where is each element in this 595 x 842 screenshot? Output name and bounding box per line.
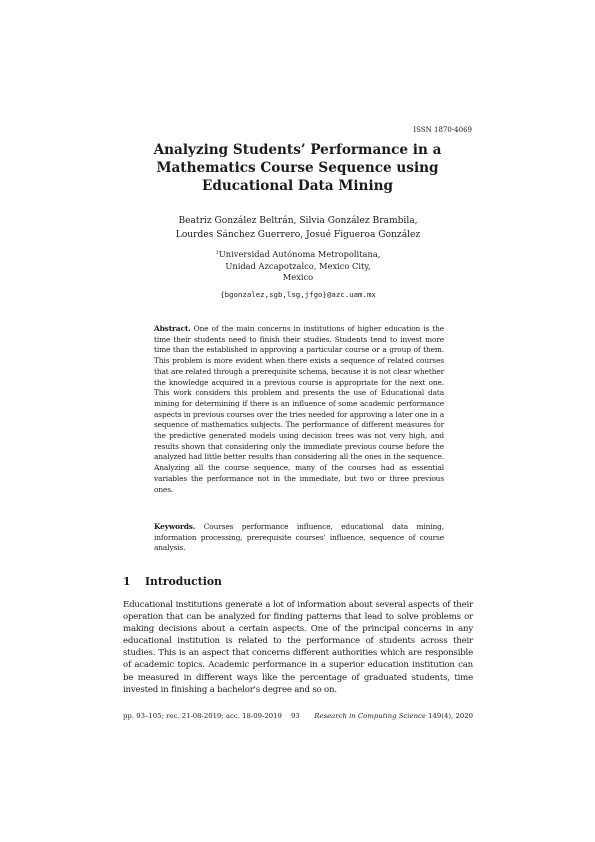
journal-name: Research in Computing Science — [314, 712, 426, 720]
abstract-label: Abstract. — [154, 324, 191, 333]
introduction-paragraph: Educational institutions generate a lot of information about several aspects of their operation that can be analyzed for finding patterns that lead to solve problems or making decisions about a certain aspects. One of the principal concerns in any educational institution is related to the performance of students across their studies. This is an aspect that concerns different authorities which are responsible of academic topics. Academic performance in a superior education institution can be measured in different ways like the percentage of graduated students, time invested in finishing a bachelor's degree and so on. — [123, 600, 473, 695]
abstract — [154, 324, 444, 495]
footer-publication-dates: pp. 93–105; rec. 21-08-2019; acc. 18-09-2019 — [123, 712, 282, 720]
affiliation-line: Unidad Azcapotzalco, Mexico City, — [225, 260, 371, 271]
section-heading — [123, 575, 222, 588]
page-number: 93 — [291, 712, 300, 720]
issn-header: ISSN 1870-4069 — [413, 126, 472, 134]
footer-journal — [314, 712, 473, 720]
title-line: Analyzing Students’ Performance in a — [153, 142, 442, 158]
abstract-text: One of the main concerns in institutions of higher education is the time their students need to finish their studies. Students tend to invest more time than the established in approving a particular course or a group of them. This problem is more evident when there exists a sequence of related courses that are related through a prerequisite schema, because it is not clear whether the knowledge acquired in a previous course is appropriate for the next one. This work considers this problem and presents the use of Educational data mining for determining if there is an influence of some academic performance aspects in previous courses over the tries needed for approving a later one in a sequence of mathematics subjects. The performance of different measures for the predictive generated models using decision trees was not very high, and results shown that considering only the immediate previous course before the analyzed had little better results than considering all the ones in the sequence. Analyzing all the course sequence, many of the courses had as essential variables the performance not in the immediate, but two or three previous ones. — [154, 324, 444, 494]
author-list — [140, 214, 456, 242]
affiliation-line — [200, 249, 396, 261]
affiliation-marker: 1 — [215, 250, 219, 256]
section-number: 1 — [123, 575, 131, 588]
affiliation-text: Universidad Autónoma Metropolitana, — [218, 249, 381, 259]
title-line: Mathematics Course Sequence using — [156, 160, 439, 176]
author-line: Beatriz González Beltrán, Silvia González Brambila, — [178, 216, 418, 226]
author-line: Lourdes Sánchez Guerrero, Josué Figueroa González — [175, 230, 421, 240]
paper-title — [130, 141, 465, 195]
author-email: {bgonzalez,sgb,lsg,jfgo}@azc.uam.mx — [220, 290, 376, 299]
journal-volume: 149(4), 2020 — [428, 712, 473, 720]
section-title: Introduction — [145, 575, 222, 588]
title-line: Educational Data Mining — [202, 178, 393, 194]
keywords-text: Courses performance influence, educational data mining, information processing, prerequisite courses' influence, sequence of course analysis. — [154, 522, 444, 553]
affiliation — [200, 249, 396, 284]
keywords-label: Keywords. — [154, 522, 196, 531]
affiliation-line: Mexico — [282, 272, 314, 282]
keywords — [154, 522, 444, 554]
